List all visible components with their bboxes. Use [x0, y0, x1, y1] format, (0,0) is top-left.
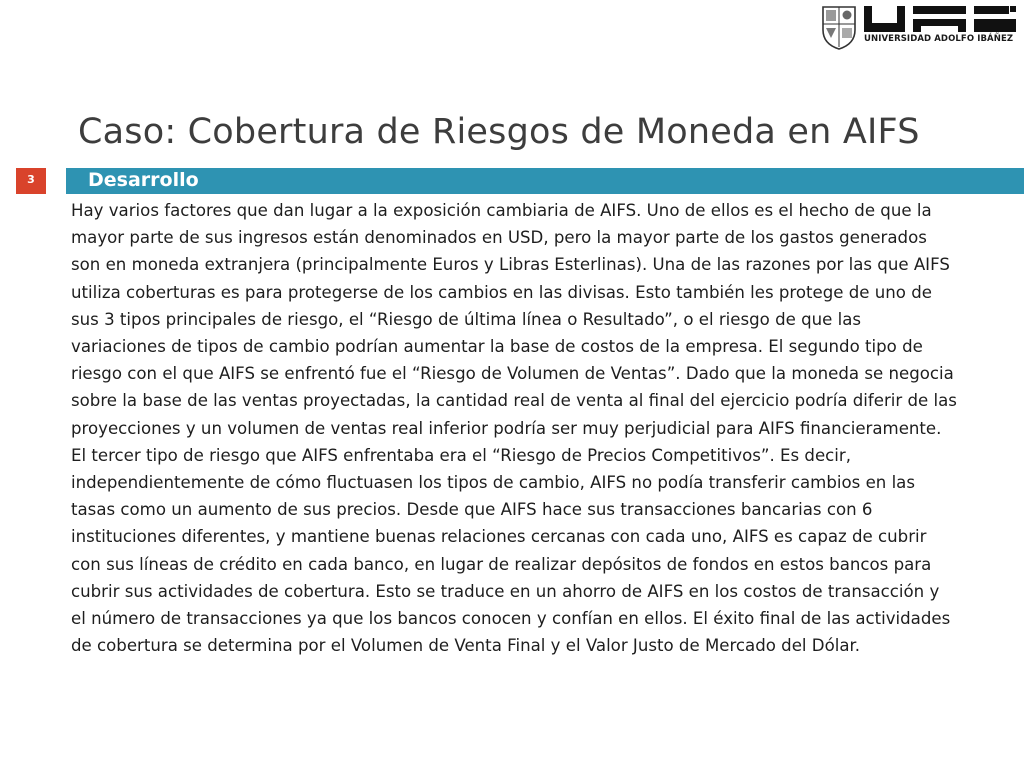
university-name: UNIVERSIDAD ADOLFO IBÁÑEZ	[864, 34, 1014, 44]
slide-number-badge: 3	[16, 168, 46, 194]
slide-title: Caso: Cobertura de Riesgos de Moneda en AIFS	[78, 112, 920, 152]
section-band	[66, 168, 1024, 194]
uai-wordmark	[864, 6, 1016, 32]
slide-body-text: Hay varios factores que dan lugar a la exposición cambiaria de AIFS. Uno de ellos es el hecho de que la mayor parte de sus ingresos están denominados en USD, pero la mayor parte de los gastos generados son en moneda extranjera (principalmente Euros y Libras Esterlinas). Una de las razones por las que AIFS utiliza coberturas es para protegerse de los cambios en las divisas. Esto también les protege de uno de sus 3 tipos principales de riesgo, el “Riesgo de última línea o Resultado”, o el riesgo de que las variaciones de tipos de cambio podrían aumentar la base de costos de la empresa. El segundo tipo de riesgo con el que AIFS se enfrentó fue el “Riesgo de Volumen de Ventas”. Dado que la moneda se negocia sobre la base de las ventas proyectadas, la cantidad real de venta al final del ejercicio podría diferir de las proyecciones y un volumen de ventas real inferior podría ser muy perjudicial para AIFS financieramente. El tercer tipo de riesgo que AIFS enfrentaba era el “Riesgo de Precios Competitivos”. Es decir, independientemente de cómo fluctuasen los tipos de cambio, AIFS no podía transferir cambios en las tasas como un aumento de sus precios. Desde que AIFS hace sus transacciones bancarias con 6 instituciones diferentes, y mantiene buenas relaciones cercanas con cada uno, AIFS es capaz de cubrir con sus líneas de crédito en cada banco, en lugar de realizar depósitos de fondos en estos bancos para cubrir sus actividades de cobertura. Esto se traduce en un ahorro de AIFS en los costos de transacción y el número de transacciones ya que los bancos conocen y confían en ellos. El éxito final de las actividades de cobertura se determina por el Volumen de Venta Final y el Valor Justo de Mercado del Dólar.	[71, 201, 957, 656]
section-subtitle: Desarrollo	[88, 169, 199, 191]
university-seal-icon	[820, 4, 858, 50]
university-logo	[818, 4, 1018, 50]
